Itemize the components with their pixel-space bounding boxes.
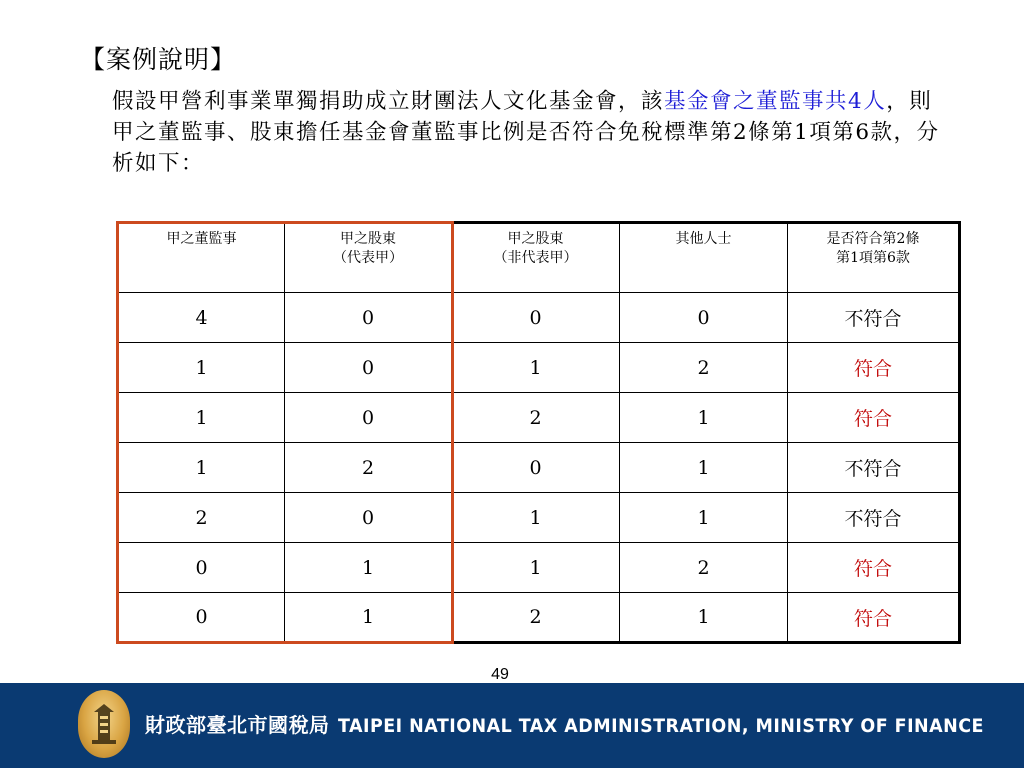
count-cell: 0 bbox=[285, 393, 452, 443]
table-row bbox=[118, 293, 960, 343]
count-cell: 1 bbox=[620, 493, 788, 543]
count-cell: 0 bbox=[452, 443, 620, 493]
table-row bbox=[118, 343, 960, 393]
count-cell: 0 bbox=[118, 543, 285, 593]
case-analysis-table bbox=[116, 221, 961, 644]
compliance-cell: 符合 bbox=[788, 543, 960, 593]
count-cell: 2 bbox=[118, 493, 285, 543]
count-cell: 0 bbox=[452, 293, 620, 343]
count-cell: 1 bbox=[620, 393, 788, 443]
count-cell: 2 bbox=[452, 393, 620, 443]
count-cell: 1 bbox=[452, 543, 620, 593]
table-row bbox=[118, 393, 960, 443]
compliance-cell: 符合 bbox=[788, 393, 960, 443]
intro-highlight: 基金會之董監事共4人 bbox=[664, 89, 887, 114]
footer-organization bbox=[145, 709, 1024, 738]
header-directors: 甲之董監事 bbox=[118, 223, 285, 293]
footer-org-zh: 財政部臺北市國稅局 bbox=[145, 713, 330, 737]
compliance-cell: 不符合 bbox=[788, 293, 960, 343]
count-cell: 1 bbox=[620, 593, 788, 643]
compliance-cell: 不符合 bbox=[788, 443, 960, 493]
table-header-row bbox=[118, 223, 960, 293]
count-cell: 1 bbox=[452, 493, 620, 543]
count-cell: 1 bbox=[285, 543, 452, 593]
footer-bar bbox=[0, 683, 1024, 768]
count-cell: 0 bbox=[285, 343, 452, 393]
header-shareholders-rep: 甲之股東 （代表甲） bbox=[285, 223, 452, 293]
count-cell: 0 bbox=[285, 293, 452, 343]
count-cell: 2 bbox=[620, 543, 788, 593]
page-number: 49 bbox=[491, 666, 509, 683]
count-cell: 1 bbox=[620, 443, 788, 493]
table-row bbox=[118, 493, 960, 543]
table-row bbox=[118, 593, 960, 643]
compliance-cell: 符合 bbox=[788, 593, 960, 643]
slide-title: 【案例說明】 bbox=[80, 45, 237, 74]
intro-paragraph bbox=[112, 86, 952, 179]
header-compliance: 是否符合第2條 第1項第6款 bbox=[788, 223, 960, 293]
count-cell: 4 bbox=[118, 293, 285, 343]
count-cell: 0 bbox=[620, 293, 788, 343]
table-row bbox=[118, 543, 960, 593]
header-others: 其他人士 bbox=[620, 223, 788, 293]
count-cell: 1 bbox=[118, 393, 285, 443]
tax-bureau-logo-icon bbox=[78, 690, 130, 758]
count-cell: 1 bbox=[118, 343, 285, 393]
compliance-cell: 符合 bbox=[788, 343, 960, 393]
footer-org-en: TAIPEI NATIONAL TAX ADMINISTRATION, MINISTRY OF FINANCE bbox=[337, 715, 984, 737]
count-cell: 1 bbox=[118, 443, 285, 493]
header-shareholders-nonrep: 甲之股東 （非代表甲） bbox=[452, 223, 620, 293]
count-cell: 0 bbox=[285, 493, 452, 543]
count-cell: 1 bbox=[452, 343, 620, 393]
table-row bbox=[118, 443, 960, 493]
intro-text-after: ，則甲之董監事、股東擔任基金會董監事比例是否符合免稅標準第2條第1項第6款，分析如下： bbox=[112, 89, 940, 176]
intro-text-before: 假設甲營利事業單獨捐助成立財團法人文化基金會，該 bbox=[112, 89, 665, 114]
compliance-cell: 不符合 bbox=[788, 493, 960, 543]
count-cell: 1 bbox=[285, 593, 452, 643]
count-cell: 2 bbox=[285, 443, 452, 493]
count-cell: 2 bbox=[452, 593, 620, 643]
count-cell: 0 bbox=[118, 593, 285, 643]
table-body bbox=[118, 293, 960, 643]
count-cell: 2 bbox=[620, 343, 788, 393]
